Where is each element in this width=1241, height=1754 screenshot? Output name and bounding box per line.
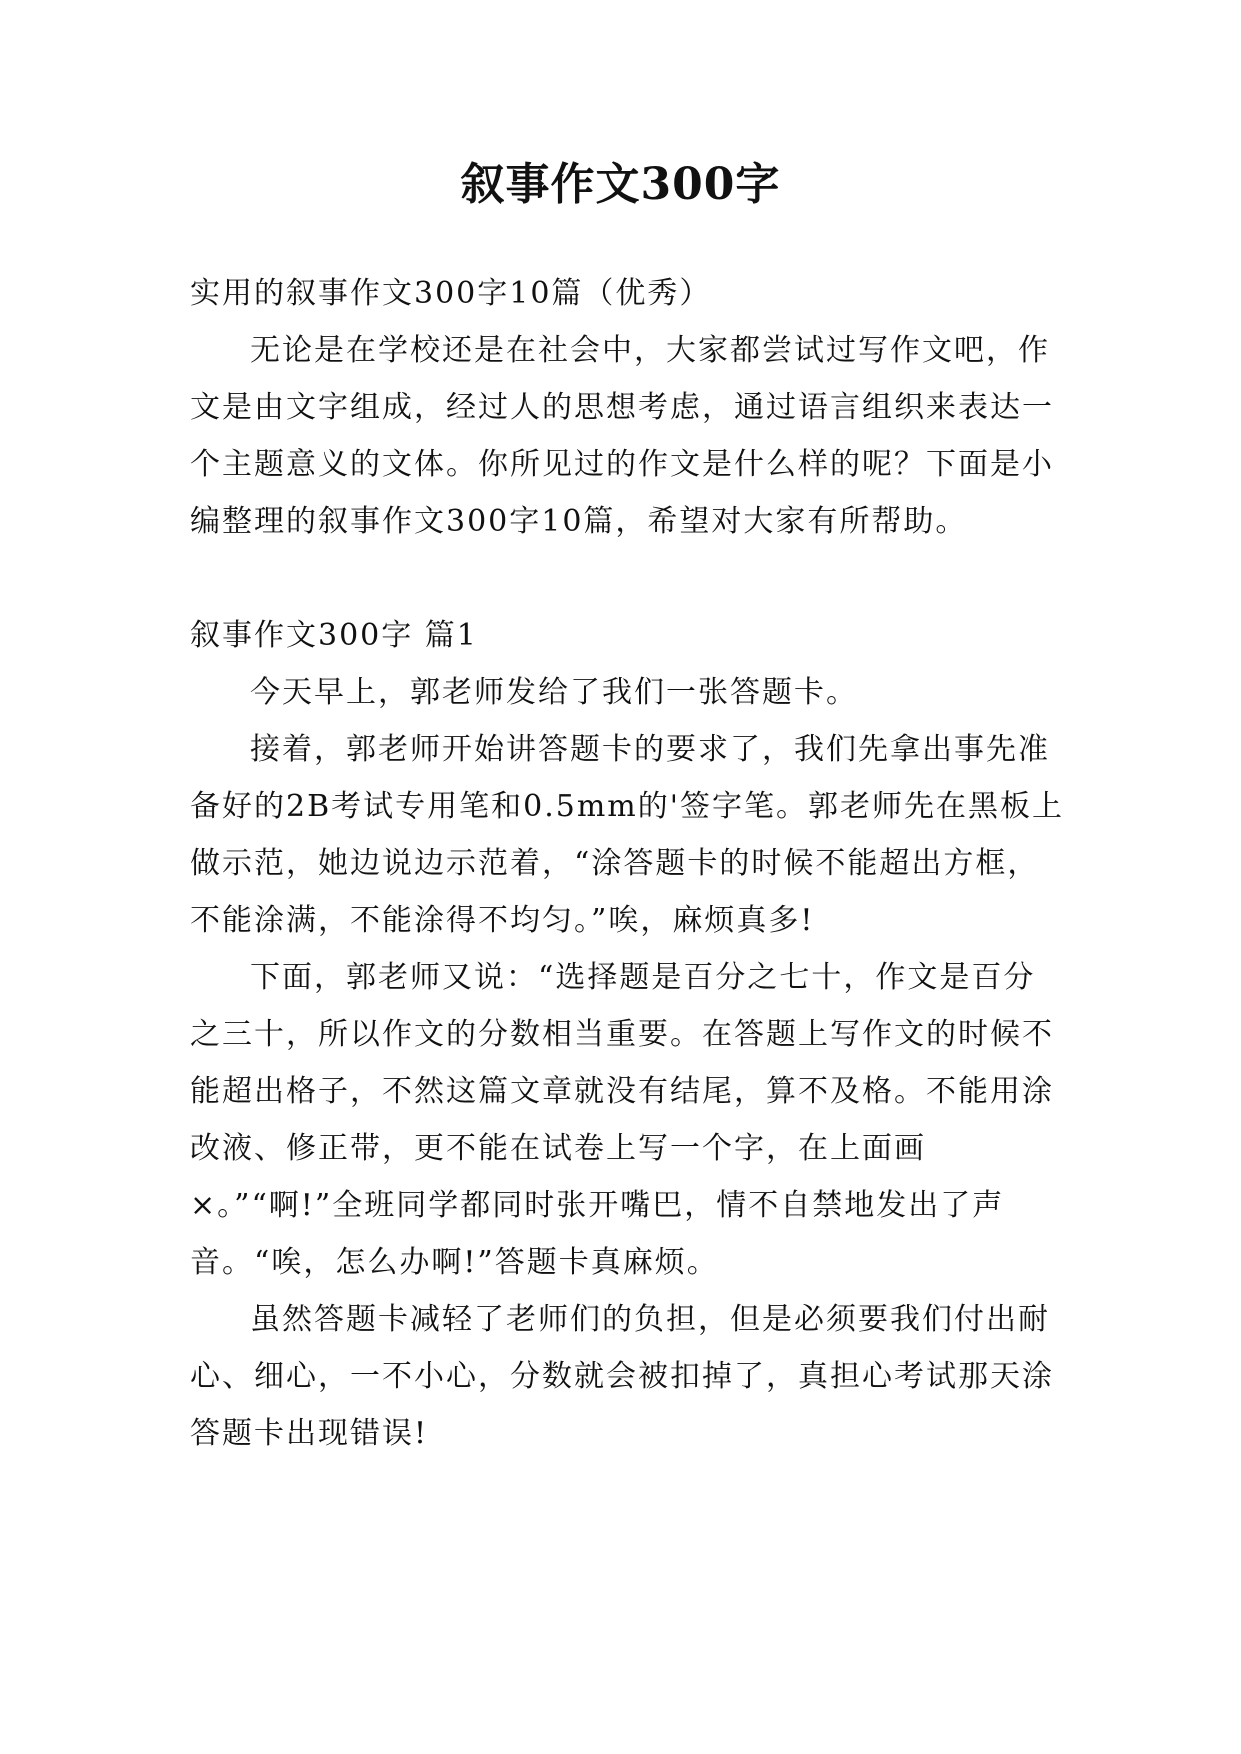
document-body bbox=[190, 265, 1065, 1462]
body-paragraph: 下面，郭老师又说：“选择题是百分之七十，作文是百分之三十，所以作文的分数相当重要。在答题上写作文的时候不能超出格子，不然这篇文章就没有结尾，算不及格。不能用涂改液、修正带，更不能在试卷上写一个字，在上面画×。”“啊!”全班同学都同时张开嘴巴，情不自禁地发出了声音。“唉，怎么办啊!”答题卡真麻烦。 bbox=[190, 960, 1054, 1280]
section-heading: 叙事作文300字 篇1 bbox=[190, 618, 478, 653]
document-title: 叙事作文300字 bbox=[460, 159, 781, 210]
intro-paragraph: 无论是在学校还是在社会中，大家都尝试过写作文吧，作文是由文字组成，经过人的思想考虑，通过语言组织来表达一个主题意义的文体。你所见过的作文是什么样的呢？下面是小编整理的叙事作文300字10篇，希望对大家有所帮助。 bbox=[190, 333, 1054, 539]
body-paragraph: 虽然答题卡减轻了老师们的负担，但是必须要我们付出耐心、细心，一不小心，分数就会被扣掉了，真担心考试那天涂答题卡出现错误! bbox=[190, 1302, 1054, 1451]
body-paragraph: 接着，郭老师开始讲答题卡的要求了，我们先拿出事先准备好的2B考试专用笔和0.5mm的'签字笔。郭老师先在黑板上做示范，她边说边示范着，“涂答题卡的时候不能超出方框，不能涂满，不能涂得不均匀。”唉，麻烦真多! bbox=[190, 732, 1064, 938]
document-subtitle: 实用的叙事作文300字10篇（优秀） bbox=[190, 276, 712, 311]
paragraph-gap bbox=[190, 550, 1065, 607]
body-paragraph: 今天早上，郭老师发给了我们一张答题卡。 bbox=[250, 675, 858, 710]
